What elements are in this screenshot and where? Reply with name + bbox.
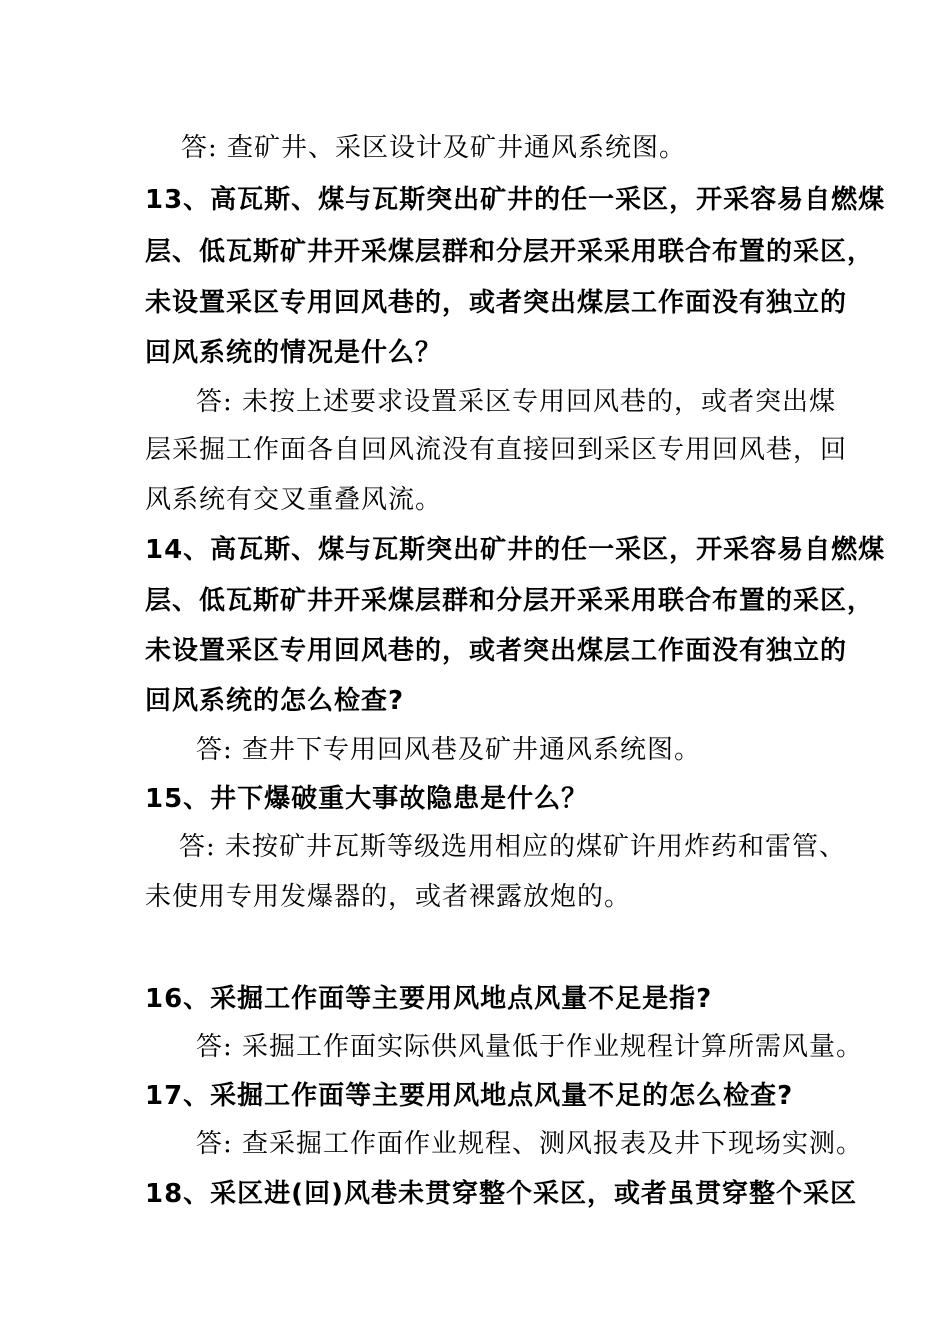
answer-13-line-1: 答: 未按上述要求设置采区专用回风巷的，或者突出煤 bbox=[196, 387, 837, 417]
question-14-line-2: 层、低瓦斯矿井开采煤层群和分层开采采用联合布置的采区， bbox=[145, 586, 875, 616]
answer-13-line-3: 风系统有交叉重叠风流。 bbox=[145, 485, 443, 515]
answer-17: 答: 查采掘工作面作业规程、测风报表及井下现场实测。 bbox=[196, 1129, 864, 1159]
question-13-line-3: 未设置采区专用回风巷的，或者突出煤层工作面没有独立的 bbox=[145, 288, 848, 318]
question-15: 15、井下爆破重大事故隐患是什么？ bbox=[145, 784, 589, 814]
question-17: 17、采掘工作面等主要用风地点风量不足的怎么检查? bbox=[145, 1081, 794, 1111]
answer-13-line-2: 层采掘工作面各自回风流没有直接回到采区专用回风巷，回 bbox=[145, 435, 848, 465]
question-13-line-4: 回风系统的情况是什么？ bbox=[145, 338, 443, 368]
question-14-line-4: 回风系统的怎么检查? bbox=[145, 686, 405, 716]
answer-14: 答: 查井下专用回风巷及矿井通风系统图。 bbox=[196, 735, 702, 765]
question-14-line-3: 未设置采区专用回风巷的，或者突出煤层工作面没有独立的 bbox=[145, 636, 848, 666]
answer-16: 答: 采掘工作面实际供风量低于作业规程计算所需风量。 bbox=[196, 1032, 864, 1062]
question-16: 16、采掘工作面等主要用风地点风量不足是指? bbox=[145, 984, 713, 1014]
question-13-line-2: 层、低瓦斯矿井开采煤层群和分层开采采用联合布置的采区， bbox=[145, 237, 875, 267]
question-18-line-1: 18、采区进(回)风巷未贯穿整个采区，或者虽贯穿整个采区 bbox=[145, 1179, 857, 1209]
question-14-line-1: 14、高瓦斯、煤与瓦斯突出矿井的任一采区，开采容易自燃煤 bbox=[145, 535, 886, 565]
answer-15-line-1: 答: 未按矿井瓦斯等级选用相应的煤矿许用炸药和雷管、 bbox=[179, 832, 847, 862]
answer-12: 答: 查矿井、采区设计及矿井通风系统图。 bbox=[181, 133, 687, 163]
question-13-line-1: 13、高瓦斯、煤与瓦斯突出矿井的任一采区，开采容易自燃煤 bbox=[145, 185, 886, 215]
answer-15-line-2: 未使用专用发爆器的，或者裸露放炮的。 bbox=[145, 882, 632, 912]
